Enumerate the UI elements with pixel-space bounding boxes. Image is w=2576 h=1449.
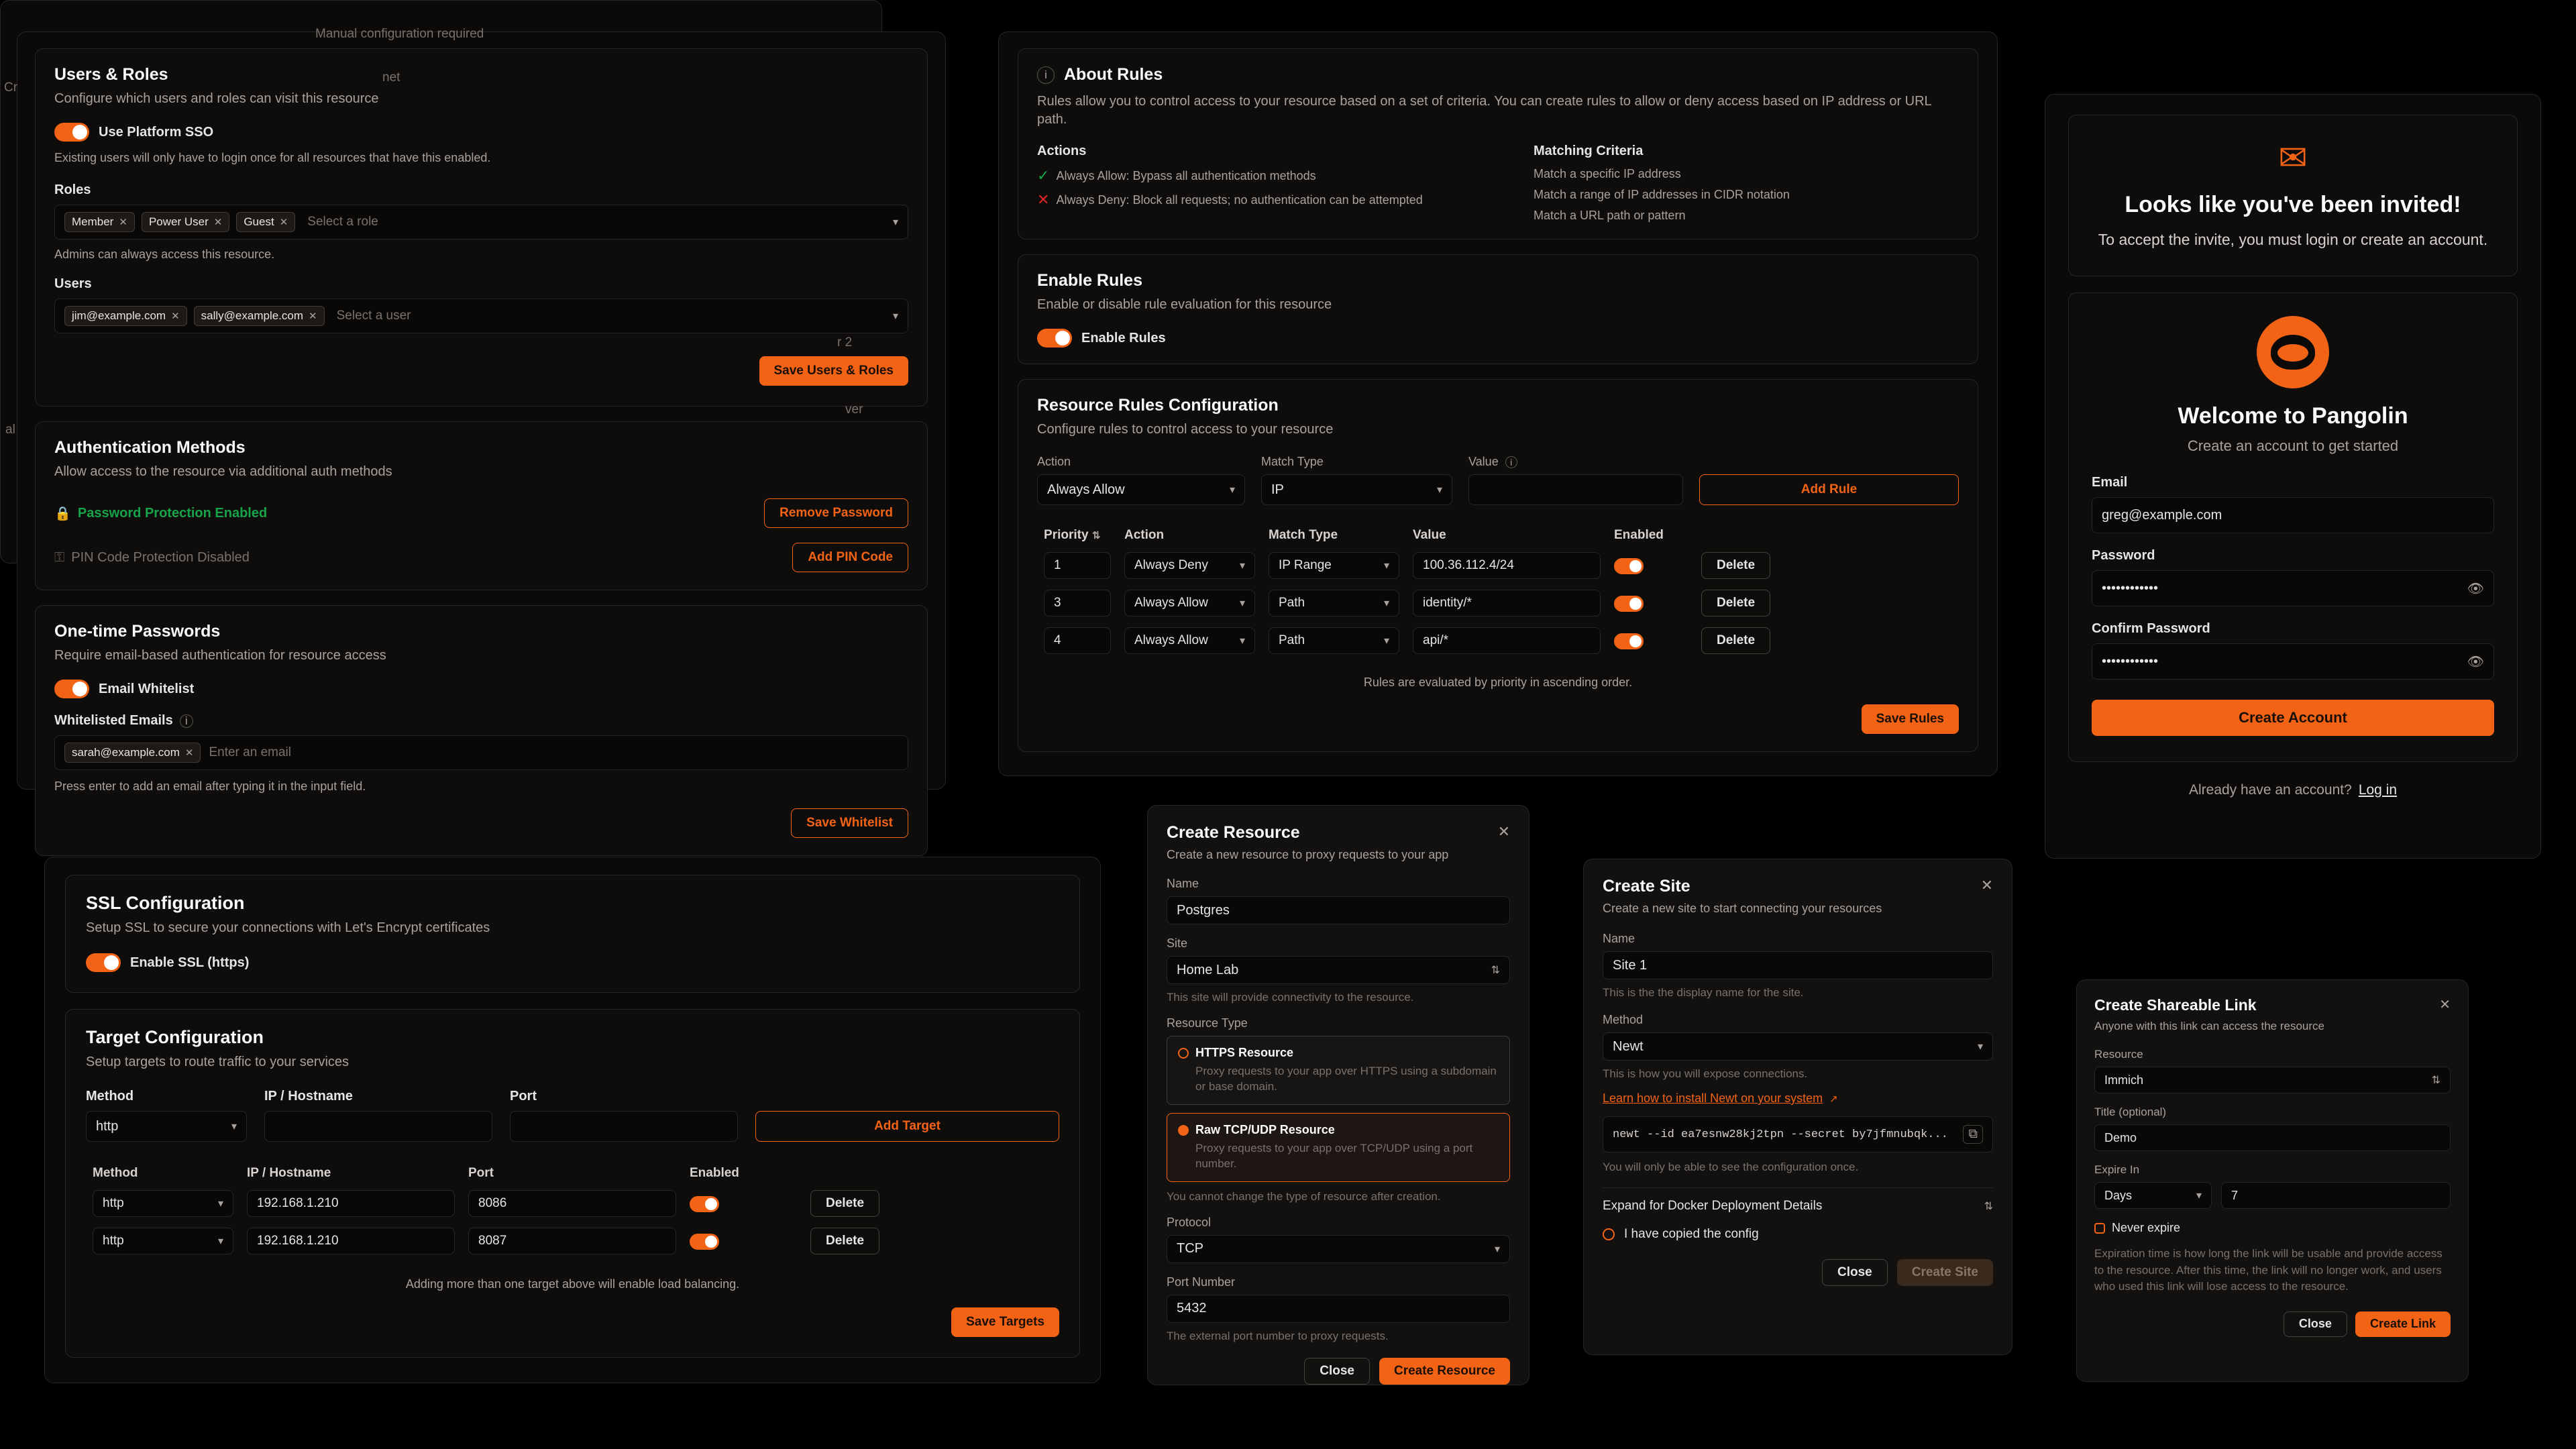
rule-match-value: IP xyxy=(1271,482,1284,497)
ssl-title: SSL Configuration xyxy=(86,893,245,913)
row-port-input[interactable] xyxy=(468,1190,676,1217)
row-action-value: Always Allow xyxy=(1134,596,1208,610)
resource-site-select[interactable] xyxy=(1167,956,1510,984)
save-whitelist-button[interactable]: Save Whitelist xyxy=(791,808,908,838)
confirm-password-label: Confirm Password xyxy=(2092,621,2210,637)
expire-unit-select[interactable] xyxy=(2094,1182,2212,1209)
expire-unit-value: Days xyxy=(2104,1188,2133,1202)
create-shareable-link-modal xyxy=(2076,979,2469,1382)
user-chip-label: jim@example.com xyxy=(72,309,166,322)
close-icon[interactable]: ✕ xyxy=(171,311,180,322)
targets-subtitle: Setup targets to route traffic to your services xyxy=(86,1055,350,1069)
mail-icon: ✉ xyxy=(2278,139,2308,178)
row-value-input[interactable] xyxy=(1413,590,1601,616)
password-value: •••••••••••• xyxy=(2102,580,2159,596)
one-time-passwords-card xyxy=(35,605,928,856)
confirm-password-field[interactable] xyxy=(2092,643,2494,680)
resource-type-option-https[interactable] xyxy=(1167,1036,1510,1105)
role-chip-label: Guest xyxy=(244,215,274,228)
eye-icon[interactable]: 👁 xyxy=(2467,654,2484,669)
add-target-button[interactable]: Add Target xyxy=(755,1111,1059,1142)
row-match-value: IP Range xyxy=(1279,558,1332,572)
resource-type-note: You cannot change the type of resource after creation. xyxy=(1167,1189,1441,1203)
external-link-icon[interactable]: ↗ xyxy=(1829,1093,1838,1105)
otp-note: Press enter to add an email after typing it in the input field. xyxy=(54,780,366,793)
remove-password-button[interactable]: Remove Password xyxy=(764,498,908,528)
eye-icon[interactable]: 👁 xyxy=(2467,581,2484,596)
chevron-updown-icon[interactable]: ⇅ xyxy=(1491,965,1500,976)
close-button[interactable]: Close xyxy=(2284,1311,2347,1337)
rule-match-select[interactable] xyxy=(1261,474,1452,505)
pin-status-label: PIN Code Protection Disabled xyxy=(71,549,250,565)
row-action-select[interactable] xyxy=(1124,590,1255,616)
row-value-text: 100.36.112.4/24 xyxy=(1423,558,1514,572)
close-icon[interactable]: ✕ xyxy=(279,217,288,228)
resource-type-label: Resource Type xyxy=(1167,1016,1248,1030)
rules-table xyxy=(1037,524,1959,659)
priority-input[interactable] xyxy=(1044,590,1111,616)
site-method-label: Method xyxy=(1603,1013,1644,1026)
resource-site-value: Home Lab xyxy=(1177,962,1239,977)
newt-command-box[interactable] xyxy=(1603,1116,1993,1152)
row-enabled-toggle[interactable] xyxy=(690,1234,719,1250)
otp-title: One-time Passwords xyxy=(54,622,221,641)
learn-newt-link[interactable]: Learn how to install Newt on your system xyxy=(1603,1091,1823,1105)
confirm-password-value: •••••••••••• xyxy=(2102,653,2159,669)
priority-value: 4 xyxy=(1054,633,1061,647)
site-name-label: Name xyxy=(1603,932,1635,945)
create-site-subtitle: Create a new site to start connecting your resources xyxy=(1603,902,1882,915)
role-chip[interactable] xyxy=(64,212,135,232)
close-icon[interactable]: ✕ xyxy=(1980,877,1993,894)
invite-panel xyxy=(2045,94,2541,859)
close-icon[interactable]: ✕ xyxy=(119,217,127,228)
email-field[interactable] xyxy=(2092,497,2494,533)
row-match-select[interactable] xyxy=(1269,552,1399,579)
chevron-down-icon[interactable]: ▾ xyxy=(2196,1190,2202,1201)
row-method-value: http xyxy=(103,1196,124,1210)
chevron-updown-icon[interactable]: ⇅ xyxy=(1984,1201,1993,1212)
create-account-button[interactable]: Create Account xyxy=(2092,700,2494,736)
row-host-value: 192.168.1.210 xyxy=(257,1196,339,1210)
protocol-select[interactable] xyxy=(1167,1235,1510,1263)
table-row xyxy=(1037,547,1959,584)
enable-rules-card xyxy=(1018,254,1978,364)
col-match-type: Match Type xyxy=(1269,528,1338,542)
role-chip[interactable] xyxy=(236,212,295,232)
table-row xyxy=(1037,584,1959,622)
about-rules-subtitle: Rules allow you to control access to your resource based on a set of criteria. You can create rules to allow or deny access based on IP address or URL path. xyxy=(1037,94,1931,127)
port-number-label: Port Number xyxy=(1167,1275,1236,1289)
row-host-input[interactable] xyxy=(247,1228,455,1254)
rules-configuration-card xyxy=(1018,379,1978,752)
expire-amount-input[interactable] xyxy=(2221,1182,2451,1209)
chevron-down-icon[interactable]: ▾ xyxy=(217,1236,223,1247)
targets-table-header xyxy=(86,1162,1059,1185)
target-port-input[interactable] xyxy=(510,1111,738,1142)
targets-note: Adding more than one target above will enable load balancing. xyxy=(405,1277,740,1291)
login-link[interactable]: Log in xyxy=(2358,782,2398,798)
share-title-input[interactable] xyxy=(2094,1124,2451,1151)
email-whitelist-toggle[interactable] xyxy=(54,680,89,698)
row-method-select[interactable] xyxy=(93,1190,233,1217)
welcome-subtitle: Create an account to get started xyxy=(2187,437,2399,455)
create-resource-subtitle: Create a new resource to proxy requests to your app xyxy=(1167,848,1449,861)
share-note: Expiration time is how long the link will be usable and provide access to the resource. After this time, the link will no longer work, and users who used this link will lose access to the resource. xyxy=(2094,1247,2443,1293)
option-title: HTTPS Resource xyxy=(1195,1046,1294,1059)
users-roles-panel xyxy=(17,32,946,830)
close-button[interactable]: Close xyxy=(1822,1259,1888,1286)
enable-rules-title: Enable Rules xyxy=(1037,271,1142,290)
table-row xyxy=(86,1222,1059,1260)
expire-amount-value: 7 xyxy=(2231,1188,2239,1202)
row-enabled-toggle[interactable] xyxy=(1614,558,1644,574)
rule-match-label: Match Type xyxy=(1261,455,1324,468)
chevron-down-icon[interactable]: ▾ xyxy=(1977,1041,1983,1053)
action-item-text: Always Allow: Bypass all authentication methods xyxy=(1056,168,1316,182)
email-chip[interactable] xyxy=(64,743,201,763)
ssl-targets-panel xyxy=(44,857,1101,1383)
delete-rule-button[interactable]: Delete xyxy=(1701,627,1770,654)
password-field[interactable] xyxy=(2092,570,2494,606)
invite-body: To accept the invite, you must login or create an account. xyxy=(2098,231,2488,248)
rules-note: Rules are evaluated by priority in ascending order. xyxy=(1363,676,1633,689)
welcome-title: Welcome to Pangolin xyxy=(2178,403,2408,429)
platform-sso-toggle[interactable] xyxy=(54,123,89,142)
target-host-input[interactable] xyxy=(264,1111,492,1142)
share-title-value: Demo xyxy=(2104,1130,2137,1144)
share-subtitle: Anyone with this link can access the resource xyxy=(2094,1020,2325,1032)
chevron-down-icon[interactable]: ▾ xyxy=(217,1198,223,1210)
option-desc: Proxy requests to your app over HTTPS using a subdomain or base domain. xyxy=(1195,1065,1497,1093)
delete-target-button[interactable]: Delete xyxy=(810,1228,879,1254)
add-pin-code-button[interactable]: Add PIN Code xyxy=(792,543,908,572)
email-value: greg@example.com xyxy=(2102,507,2222,523)
site-method-select[interactable] xyxy=(1603,1032,1993,1061)
chevron-down-icon[interactable]: ▾ xyxy=(1383,560,1389,572)
role-chip[interactable] xyxy=(142,212,229,232)
pangolin-logo xyxy=(2257,316,2329,388)
platform-sso-label: Use Platform SSO xyxy=(99,124,214,140)
targets-title: Target Configuration xyxy=(86,1027,264,1047)
email-chip-label: sarah@example.com xyxy=(72,746,180,759)
save-targets-button[interactable]: Save Targets xyxy=(951,1307,1059,1337)
resource-site-note: This site will provide connectivity to the resource. xyxy=(1167,991,1414,1004)
user-chip[interactable] xyxy=(64,306,187,326)
rule-action-select[interactable] xyxy=(1037,474,1245,505)
bg-text-al: al xyxy=(5,423,15,437)
enable-rules-toggle[interactable] xyxy=(1037,329,1072,347)
login-prompt: Already have an account? xyxy=(2188,782,2352,798)
rules-panel xyxy=(998,32,1998,776)
user-chip-label: sally@example.com xyxy=(201,309,304,322)
row-match-select[interactable] xyxy=(1269,590,1399,616)
row-port-value: 8086 xyxy=(478,1196,507,1210)
col-host: IP / Hostname xyxy=(247,1166,331,1180)
users-roles-subtitle: Configure which users and roles can visit this resource xyxy=(54,91,379,106)
criteria-heading: Matching Criteria xyxy=(1534,144,1644,158)
bg-text-r2: r 2 xyxy=(837,335,853,350)
site-method-value: Newt xyxy=(1613,1038,1644,1054)
role-chip-label: Power User xyxy=(148,215,209,228)
row-method-select[interactable] xyxy=(93,1228,233,1254)
newt-command-note: You will only be able to see the configuration once. xyxy=(1603,1161,1859,1173)
row-action-select[interactable] xyxy=(1124,552,1255,579)
share-resource-label: Resource xyxy=(2094,1048,2143,1061)
bg-text-ver: ver xyxy=(845,402,863,417)
target-host-label: IP / Hostname xyxy=(264,1089,353,1104)
password-status-label: Password Protection Enabled xyxy=(77,505,268,521)
whitelisted-emails-label: Whitelisted Emails xyxy=(54,713,173,728)
roles-select[interactable] xyxy=(54,205,908,239)
col-actions xyxy=(804,1162,1059,1185)
criteria-item: Match a URL path or pattern xyxy=(1534,209,1686,222)
invite-banner-card xyxy=(2068,115,2518,276)
newt-command-text: newt --id ea7esnw28kj2tpn --secret by7jfmnubqk... xyxy=(1613,1128,1948,1141)
col-actions xyxy=(1695,524,1959,547)
resource-site-label: Site xyxy=(1167,936,1188,950)
site-name-value: Site 1 xyxy=(1613,957,1648,973)
rule-action-label: Action xyxy=(1037,455,1071,468)
row-enabled-toggle[interactable] xyxy=(1614,633,1644,649)
col-method: Method xyxy=(93,1166,138,1180)
copied-config-label: I have copied the config xyxy=(1624,1227,1759,1241)
site-method-note: This is how you will expose connections. xyxy=(1603,1067,1808,1080)
col-action: Action xyxy=(1124,528,1165,542)
criteria-item: Match a range of IP addresses in CIDR notation xyxy=(1534,188,1790,201)
rule-value-label: Value xyxy=(1468,455,1499,468)
users-roles-title: Users & Roles xyxy=(54,65,168,84)
roles-placeholder: Select a role xyxy=(307,215,378,229)
save-users-roles-button[interactable]: Save Users & Roles xyxy=(759,356,909,386)
row-match-value: Path xyxy=(1279,633,1305,647)
auth-methods-subtitle: Allow access to the resource via additional auth methods xyxy=(54,464,392,479)
create-resource-title: Create Resource xyxy=(1167,823,1300,842)
bg-text-create: Cr xyxy=(4,80,18,95)
priority-input[interactable] xyxy=(1044,552,1111,579)
whitelisted-emails-input[interactable] xyxy=(54,735,908,770)
row-method-value: http xyxy=(103,1234,124,1248)
col-value: Value xyxy=(1413,528,1446,542)
protocol-value: TCP xyxy=(1177,1241,1203,1256)
row-action-value: Always Allow xyxy=(1134,633,1208,647)
platform-sso-note: Existing users will only have to login once for all resources that have this enabled. xyxy=(54,151,491,164)
target-port-label: Port xyxy=(510,1089,537,1104)
resource-name-value: Postgres xyxy=(1177,902,1230,918)
row-enabled-toggle[interactable] xyxy=(690,1196,719,1212)
row-action-select[interactable] xyxy=(1124,627,1255,654)
email-label: Email xyxy=(2092,475,2128,490)
bg-text-net: net xyxy=(382,70,400,85)
checkbox-icon[interactable] xyxy=(1603,1228,1615,1240)
create-resource-button[interactable]: Create Resource xyxy=(1379,1358,1510,1385)
row-host-value: 192.168.1.210 xyxy=(257,1234,339,1248)
chevron-down-icon[interactable]: ▾ xyxy=(1383,635,1389,647)
expand-docker-details[interactable] xyxy=(1603,1187,1993,1214)
enable-ssl-label: Enable SSL (https) xyxy=(130,955,250,970)
row-action-value: Always Deny xyxy=(1134,558,1208,572)
close-icon[interactable]: ✕ xyxy=(309,311,317,322)
users-placeholder: Select a user xyxy=(336,309,411,323)
rules-table-header xyxy=(1037,524,1959,547)
roles-label: Roles xyxy=(54,182,91,197)
actions-heading: Actions xyxy=(1037,144,1087,158)
chevron-down-icon[interactable]: ▾ xyxy=(1383,598,1389,609)
expand-docker-label: Expand for Docker Deployment Details xyxy=(1603,1199,1823,1213)
resource-name-input[interactable] xyxy=(1167,896,1510,924)
protocol-label: Protocol xyxy=(1167,1215,1212,1229)
user-chip[interactable] xyxy=(194,306,325,326)
create-resource-modal xyxy=(1147,805,1529,1385)
check-icon: ✓ xyxy=(1037,167,1050,184)
close-icon[interactable]: ✕ xyxy=(2439,998,2451,1012)
invite-headline: Looks like you've been invited! xyxy=(2125,192,2461,217)
delete-target-button[interactable]: Delete xyxy=(810,1190,879,1217)
signup-card xyxy=(2068,292,2518,762)
criteria-item: Match a specific IP address xyxy=(1534,167,1681,180)
col-port: Port xyxy=(468,1166,494,1180)
roles-note: Admins can always access this resource. xyxy=(54,248,275,261)
chevron-down-icon[interactable]: ▾ xyxy=(1229,484,1235,496)
otp-subtitle: Require email-based authentication for resource access xyxy=(54,648,386,663)
radio-icon[interactable] xyxy=(1178,1048,1189,1059)
create-link-button[interactable]: Create Link xyxy=(2355,1311,2451,1337)
share-resource-value: Immich xyxy=(2104,1073,2143,1087)
close-icon[interactable]: ✕ xyxy=(213,217,223,228)
create-site-button[interactable]: Create Site xyxy=(1897,1259,1993,1286)
rule-value-input[interactable] xyxy=(1468,474,1683,505)
rules-config-subtitle: Configure rules to control access to your resource xyxy=(1037,422,1334,437)
add-rule-button[interactable]: Add Rule xyxy=(1699,474,1959,505)
create-site-modal xyxy=(1583,859,2012,1355)
email-whitelist-label: Email Whitelist xyxy=(99,681,195,696)
cross-icon: ✕ xyxy=(1037,191,1050,208)
row-host-input[interactable] xyxy=(247,1190,455,1217)
site-name-input[interactable] xyxy=(1603,951,1993,979)
row-port-input[interactable] xyxy=(468,1228,676,1254)
about-rules-card xyxy=(1018,48,1978,239)
chevron-down-icon[interactable]: ▾ xyxy=(1239,560,1245,572)
chevron-down-icon[interactable]: ▾ xyxy=(892,311,898,322)
row-value-input[interactable] xyxy=(1413,552,1601,579)
auth-methods-title: Authentication Methods xyxy=(54,438,246,457)
target-configuration-card xyxy=(65,1009,1080,1358)
email-input-placeholder: Enter an email xyxy=(209,745,291,759)
enable-rules-toggle-label: Enable Rules xyxy=(1081,330,1166,345)
checkbox-icon[interactable] xyxy=(2094,1223,2105,1234)
resource-type-option-tcpudp[interactable] xyxy=(1167,1113,1510,1182)
option-desc: Proxy requests to your app over TCP/UDP using a port number. xyxy=(1195,1141,1473,1170)
col-enabled: Enabled xyxy=(690,1166,739,1180)
users-roles-card xyxy=(35,48,928,407)
info-icon[interactable]: i xyxy=(180,714,193,728)
target-method-value: http xyxy=(96,1118,119,1134)
expire-in-label: Expire In xyxy=(2094,1163,2140,1176)
users-select[interactable] xyxy=(54,299,908,333)
authentication-methods-card xyxy=(35,421,928,590)
action-item-text: Always Deny: Block all requests; no authentication can be attempted xyxy=(1056,193,1423,207)
chevron-down-icon[interactable]: ▾ xyxy=(892,217,898,228)
port-number-note: The external port number to proxy requests. xyxy=(1167,1329,1389,1342)
share-title: Create Shareable Link xyxy=(2094,996,2257,1014)
ssl-configuration-card xyxy=(65,875,1080,993)
rule-action-value: Always Allow xyxy=(1047,482,1125,497)
row-value-text: api/* xyxy=(1423,633,1449,647)
ssl-subtitle: Setup SSL to secure your connections with Let's Encrypt certificates xyxy=(86,920,490,935)
enable-rules-subtitle: Enable or disable rule evaluation for this resource xyxy=(1037,297,1332,312)
about-rules-title: About Rules xyxy=(1064,65,1163,84)
priority-input[interactable] xyxy=(1044,627,1111,654)
role-chip-label: Member xyxy=(72,215,114,228)
priority-value: 3 xyxy=(1054,596,1061,610)
row-port-value: 8087 xyxy=(478,1234,507,1248)
port-number-value: 5432 xyxy=(1177,1301,1207,1316)
target-method-label: Method xyxy=(86,1089,134,1104)
delete-rule-button[interactable]: Delete xyxy=(1701,552,1770,579)
option-title: Raw TCP/UDP Resource xyxy=(1195,1122,1335,1136)
manual-config-note: Manual configuration required xyxy=(315,27,484,41)
col-enabled: Enabled xyxy=(1614,528,1664,542)
sort-icon[interactable]: ⇅ xyxy=(1091,530,1101,541)
site-name-note: This is the the display name for the site. xyxy=(1603,986,1804,999)
close-button[interactable]: Close xyxy=(1304,1358,1370,1385)
row-match-select[interactable] xyxy=(1269,627,1399,654)
users-label: Users xyxy=(54,276,92,291)
never-expire-label: Never expire xyxy=(2112,1221,2181,1234)
priority-value: 1 xyxy=(1054,558,1061,572)
row-value-input[interactable] xyxy=(1413,627,1601,654)
lock-icon: 🔒 xyxy=(54,506,71,521)
enable-ssl-toggle[interactable] xyxy=(86,953,121,972)
table-row xyxy=(1037,622,1959,659)
rules-config-title: Resource Rules Configuration xyxy=(1037,396,1279,415)
password-label: Password xyxy=(2092,548,2155,564)
chevron-down-icon[interactable]: ▾ xyxy=(1239,635,1245,647)
chevron-updown-icon[interactable]: ⇅ xyxy=(2431,1075,2440,1086)
key-icon: ⚿ xyxy=(54,549,65,565)
info-icon[interactable]: i xyxy=(1505,456,1517,468)
col-priority-label: Priority xyxy=(1044,528,1089,542)
info-icon: i xyxy=(1037,66,1055,84)
chevron-down-icon[interactable]: ▾ xyxy=(1436,484,1442,496)
delete-rule-button[interactable]: Delete xyxy=(1701,590,1770,616)
chevron-down-icon[interactable]: ▾ xyxy=(1239,598,1245,609)
row-match-value: Path xyxy=(1279,596,1305,610)
table-row xyxy=(86,1185,1059,1222)
close-icon[interactable]: ✕ xyxy=(1497,823,1510,840)
chevron-down-icon[interactable]: ▾ xyxy=(1494,1243,1500,1255)
copy-icon[interactable]: ⧉ xyxy=(1963,1125,1983,1144)
target-method-select[interactable] xyxy=(86,1111,247,1142)
port-number-input[interactable] xyxy=(1167,1295,1510,1323)
resource-name-label: Name xyxy=(1167,877,1199,890)
col-priority[interactable] xyxy=(1037,524,1118,547)
save-rules-button[interactable]: Save Rules xyxy=(1862,704,1959,734)
close-icon[interactable]: ✕ xyxy=(184,747,194,759)
create-site-title: Create Site xyxy=(1603,877,1690,896)
row-value-text: identity/* xyxy=(1423,596,1472,610)
share-resource-select[interactable] xyxy=(2094,1067,2451,1093)
targets-table xyxy=(86,1162,1059,1260)
share-title-label: Title (optional) xyxy=(2094,1106,2167,1118)
row-enabled-toggle[interactable] xyxy=(1614,596,1644,612)
radio-selected-icon[interactable] xyxy=(1178,1125,1189,1136)
chevron-down-icon[interactable]: ▾ xyxy=(231,1121,237,1132)
